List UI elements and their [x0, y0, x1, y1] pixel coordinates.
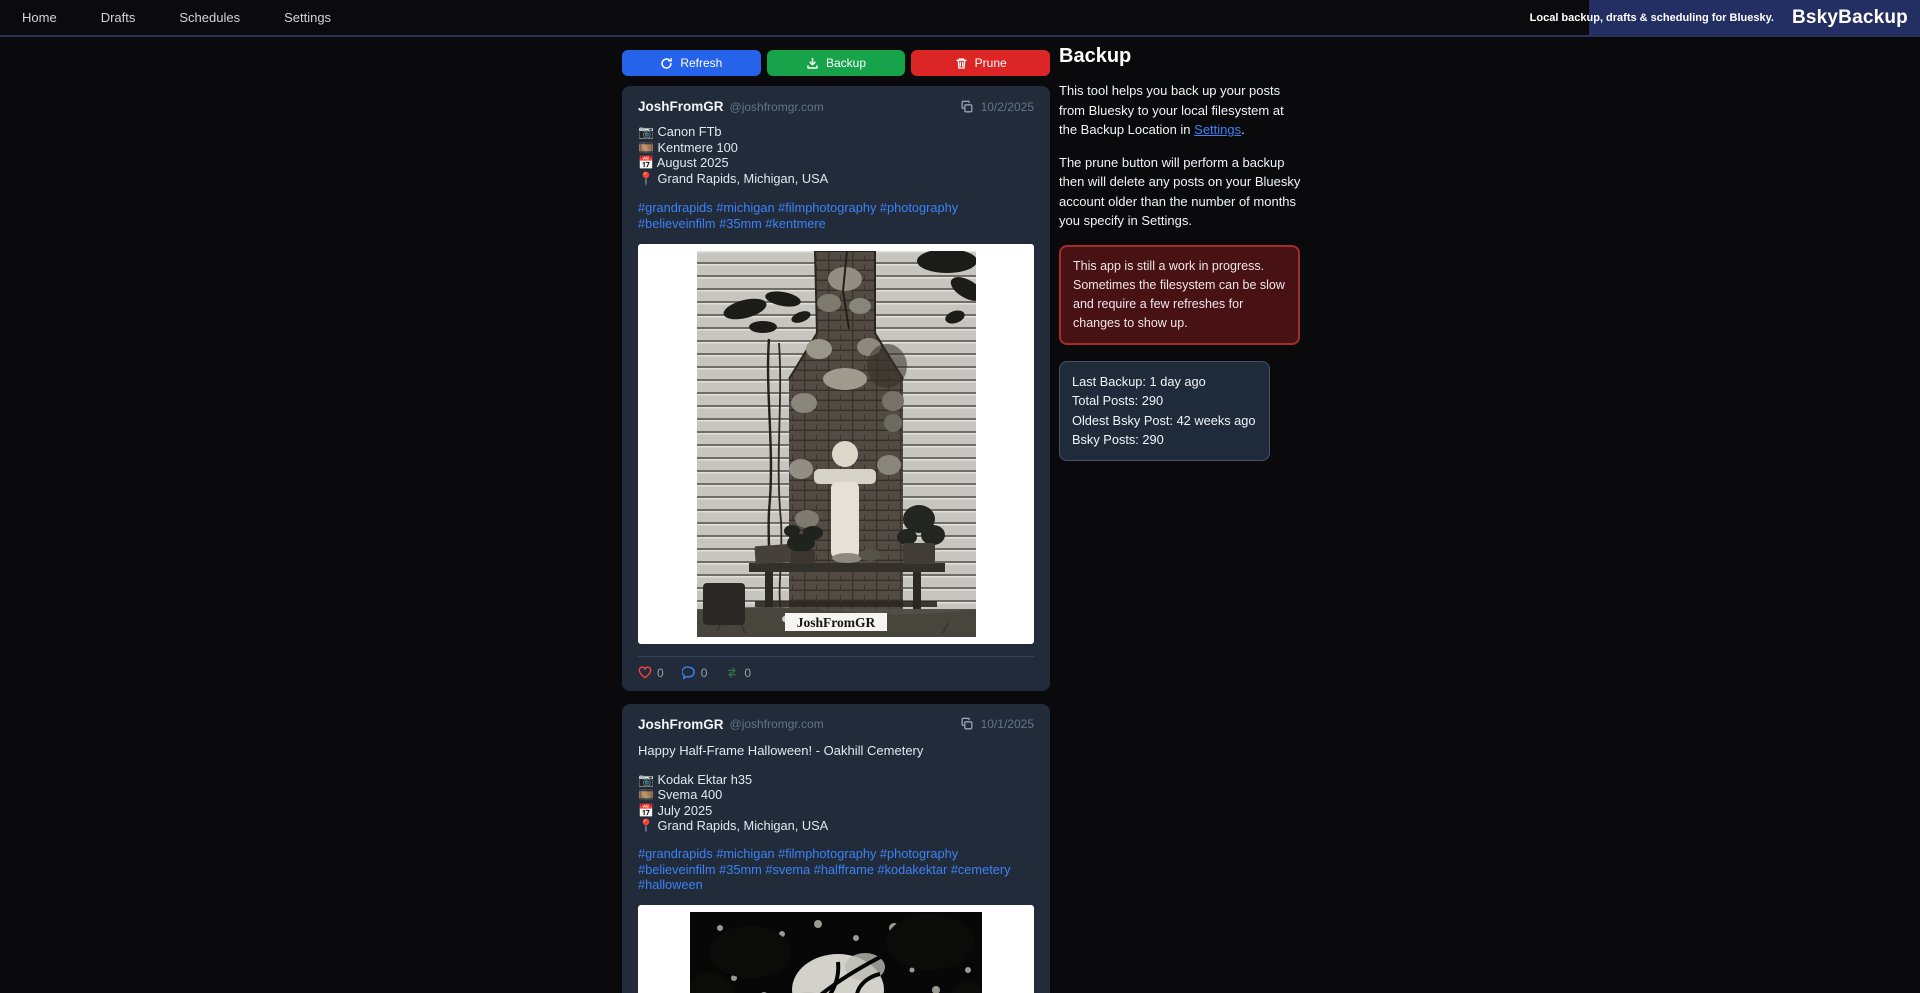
- brand-tagline: Local backup, drafts & scheduling for Bluesky.: [1529, 11, 1774, 24]
- post-meta-line: 🎞️ Kentmere 100: [638, 139, 738, 155]
- nav-item-schedules[interactable]: Schedules: [179, 10, 241, 25]
- post-handle: @joshfromgr.com: [729, 99, 824, 114]
- brand-box: [1529, 0, 1920, 35]
- feed-column: [622, 50, 1050, 993]
- hashtag-link[interactable]: #photography: [879, 200, 959, 216]
- post-hashtags: [638, 846, 1034, 893]
- hashtag-link[interactable]: #kodakektar: [877, 861, 948, 877]
- trash-icon: [955, 57, 968, 70]
- post-header: [638, 99, 1034, 114]
- panel-description: [1059, 81, 1305, 140]
- post-photo-chimney: [697, 251, 976, 637]
- panel-description-text: This tool helps you back up your posts from Bluesky to your local filesystem at the Backup Location in: [1059, 83, 1284, 137]
- download-icon: [806, 57, 819, 70]
- post-photo-cemetery: [690, 912, 982, 993]
- panel-title: Backup: [1059, 45, 1132, 67]
- toolbar: [622, 50, 1050, 76]
- photo-watermark: JoshFromGR: [796, 614, 875, 630]
- prune-button[interactable]: [911, 50, 1050, 76]
- stat-last-backup: Last Backup: 1 day ago: [1072, 373, 1206, 389]
- stat-oldest-post: Oldest Bsky Post: 42 weeks ago: [1072, 412, 1256, 428]
- post-title: Happy Half-Frame Halloween! - Oakhill Cemetery: [638, 742, 924, 758]
- reply-bubble-icon: [682, 666, 696, 679]
- post-handle: @joshfromgr.com: [729, 717, 824, 732]
- hashtag-link[interactable]: #grandrapids: [638, 200, 713, 216]
- post-meta-line: 📍 Grand Rapids, Michigan, USA: [638, 170, 829, 186]
- panel-prune-description: The prune button will perform a backup then will delete any posts on your Bluesky account older than the number of months you specify in Settings.: [1059, 154, 1301, 228]
- like-count: 0: [638, 666, 664, 680]
- copy-post-button[interactable]: [960, 717, 974, 731]
- stat-total-posts: Total Posts: 290: [1072, 393, 1164, 408]
- warning-banner: This app is still a work in progress. Sometimes the filesystem can be slow and require a few refreshes for changes to show up.: [1059, 245, 1300, 345]
- post-date: 10/2/2025: [980, 99, 1034, 114]
- reply-count: 0: [682, 666, 708, 680]
- brand-logo: BskyBackup: [1791, 6, 1908, 28]
- post-meta-line: 📅 July 2025: [638, 802, 713, 818]
- hashtag-link[interactable]: #halloween: [638, 877, 703, 893]
- post-meta-line: 📷 Canon FTb: [638, 124, 722, 139]
- top-nav: [0, 0, 1920, 37]
- hashtag-link[interactable]: #35mm: [719, 861, 762, 877]
- post-body: [638, 772, 1034, 834]
- hashtag-link[interactable]: #kentmere: [765, 215, 826, 231]
- nav-links: [0, 10, 331, 25]
- settings-link[interactable]: Settings: [1194, 122, 1242, 137]
- hashtag-link[interactable]: #grandrapids: [638, 845, 713, 861]
- post-meta-line: 📍 Grand Rapids, Michigan, USA: [638, 818, 829, 834]
- post-meta-line: 📅 August 2025: [638, 155, 729, 171]
- hashtag-link[interactable]: #michigan: [716, 200, 775, 216]
- post-card: [622, 704, 1050, 993]
- hashtag-link[interactable]: #35mm: [719, 215, 762, 231]
- post-author: JoshFromGR: [638, 99, 724, 114]
- backup-button-label: Backup: [825, 56, 867, 70]
- post-body: [638, 124, 1034, 186]
- post-card: [622, 86, 1050, 691]
- hashtag-link[interactable]: #photography: [879, 845, 959, 861]
- post-meta-line: 🎞️ Svema 400: [638, 787, 723, 803]
- post-author: JoshFromGR: [638, 716, 724, 732]
- nav-item-home[interactable]: Home: [22, 10, 57, 25]
- backup-button[interactable]: [767, 50, 906, 76]
- heart-icon: [638, 666, 652, 679]
- repost-icon: [725, 666, 739, 679]
- post-header: [638, 717, 1034, 732]
- hashtag-link[interactable]: #michigan: [716, 845, 775, 861]
- backup-stats-box: [1059, 361, 1270, 461]
- copy-post-button[interactable]: [960, 100, 974, 114]
- hashtag-link[interactable]: #believeinfilm: [638, 861, 716, 877]
- hashtag-link[interactable]: #filmphotography: [778, 845, 877, 861]
- hashtag-link[interactable]: #svema: [765, 861, 811, 877]
- backup-panel: [1059, 44, 1305, 461]
- post-hashtags: [638, 200, 1034, 231]
- hashtag-link[interactable]: #believeinfilm: [638, 215, 716, 231]
- post-photo-frame: [638, 905, 1034, 993]
- stat-bsky-posts: Bsky Posts: 290: [1072, 432, 1164, 447]
- panel-description-period: .: [1241, 122, 1245, 137]
- nav-item-settings[interactable]: Settings: [284, 10, 332, 25]
- post-photo-frame: [638, 244, 1034, 644]
- nav-item-drafts[interactable]: Drafts: [100, 10, 136, 25]
- refresh-button-label: Refresh: [680, 56, 723, 70]
- refresh-button[interactable]: [622, 50, 761, 76]
- repost-count: 0: [725, 666, 751, 680]
- hashtag-link[interactable]: #cemetery: [950, 861, 1011, 877]
- hashtag-link[interactable]: #halfframe: [813, 861, 874, 877]
- post-footer: [638, 656, 1034, 680]
- refresh-icon: [660, 57, 673, 70]
- post-date: 10/1/2025: [980, 717, 1034, 732]
- post-meta-line: 📷 Kodak Ektar h35: [638, 771, 753, 787]
- prune-button-label: Prune: [974, 56, 1007, 70]
- hashtag-link[interactable]: #filmphotography: [778, 200, 877, 216]
